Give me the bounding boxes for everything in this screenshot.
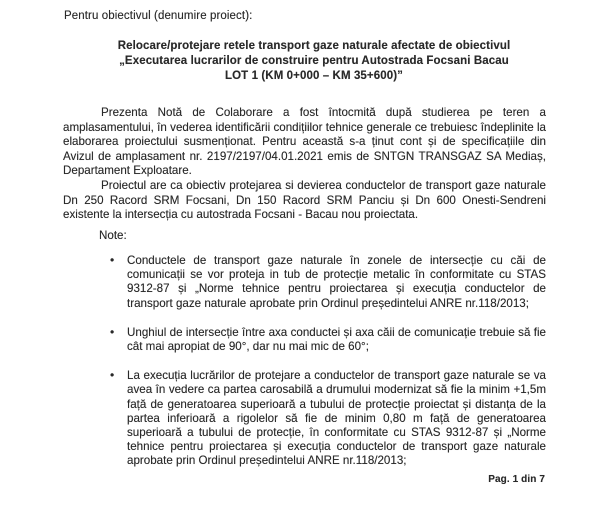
- note-bullet-2-text: Unghiul de intersecție între axa conductei și axa căii de comunicație trebuie să fie cât mai apropiat de 90°, dar nu mai mic de 60°;: [127, 325, 546, 354]
- note-bullet-1: [110, 254, 546, 311]
- document-title-line-3: LOT 1 (KM 0+000 – KM 35+600)”: [224, 70, 404, 82]
- note-bullet-2: [110, 326, 546, 354]
- note-bullet-3: [110, 369, 546, 468]
- note-bullet-3-text: La execuția lucrărilor de protejare a conductelor de transport gaze naturale se va avea în vedere ca partea carosabilă a drumului modernizat să fie la minim +1,5m față de generatoarea superioară a tubului de protecție proiectat și distanța de la partea inferioară a rigolelor să fie de minim 0,80 m față de generatoarea superioară a tubului de protecție, în conformitate cu STAS 9312-87 și „Norme tehnice pentru proiectarea și execuția conductelor de transport gaze naturale aprobate prin Ordinul președintelui ANRE nr.118/2013;: [127, 369, 546, 468]
- document-title-line-2: „Executarea lucrarilor de construire pentru Autostrada Focsani Bacau: [119, 55, 509, 67]
- body-paragraph-2: Proiectul are ca obiectiv protejarea si devierea conductelor de transport gaze naturale Dn 250 Racord SRM Focsani, Dn 150 Racord SRM Panciu și Dn 600 Onesti-Sendreni existente la intersecția cu autostrada Focsani - Bacau nou proiectata.: [63, 178, 546, 222]
- bullet-icon: •: [110, 368, 115, 383]
- body-paragraph-1: Prezenta Notă de Colaborare a fost întocmită după studierea pe teren a amplasamentului, în vederea identificării condițiilor tehnice generale ce trebuiesc îndeplinite la elaborarea proiectului susmenționat. Pentru această s-a ținut cont și de specificațiile din Avizul de amplasament nr. 2197/2197/04.01.2021 emis de SNTGN TRANSGAZ SA Mediaș, Departament Exploatare.: [63, 106, 546, 178]
- document-title: [80, 39, 548, 84]
- note-bullet-list: [110, 254, 546, 469]
- page-number-indicator: Pag. 1 din 7: [488, 474, 545, 485]
- bullet-icon: •: [110, 324, 115, 339]
- intro-label: Pentru obiectivul (denumire proiect):: [64, 10, 253, 22]
- note-bullet-1-text: Conductele de transport gaze naturale în zonele de intersecție cu căi de comunicații se vor proteja in tub de protecție metalic în conformitate cu STAS 9312-87 și „Norme tehnice pentru proiectarea și execuția conductelor de transport gaze naturale aprobate prin Ordinul președintelui ANRE nr.118/2013;: [127, 254, 546, 310]
- body-text: [63, 106, 546, 223]
- bullet-icon: •: [110, 253, 115, 267]
- note-heading: Note:: [99, 229, 127, 242]
- document-title-line-1: Relocare/protejare retele transport gaze naturale afectate de obiectivul: [117, 40, 511, 52]
